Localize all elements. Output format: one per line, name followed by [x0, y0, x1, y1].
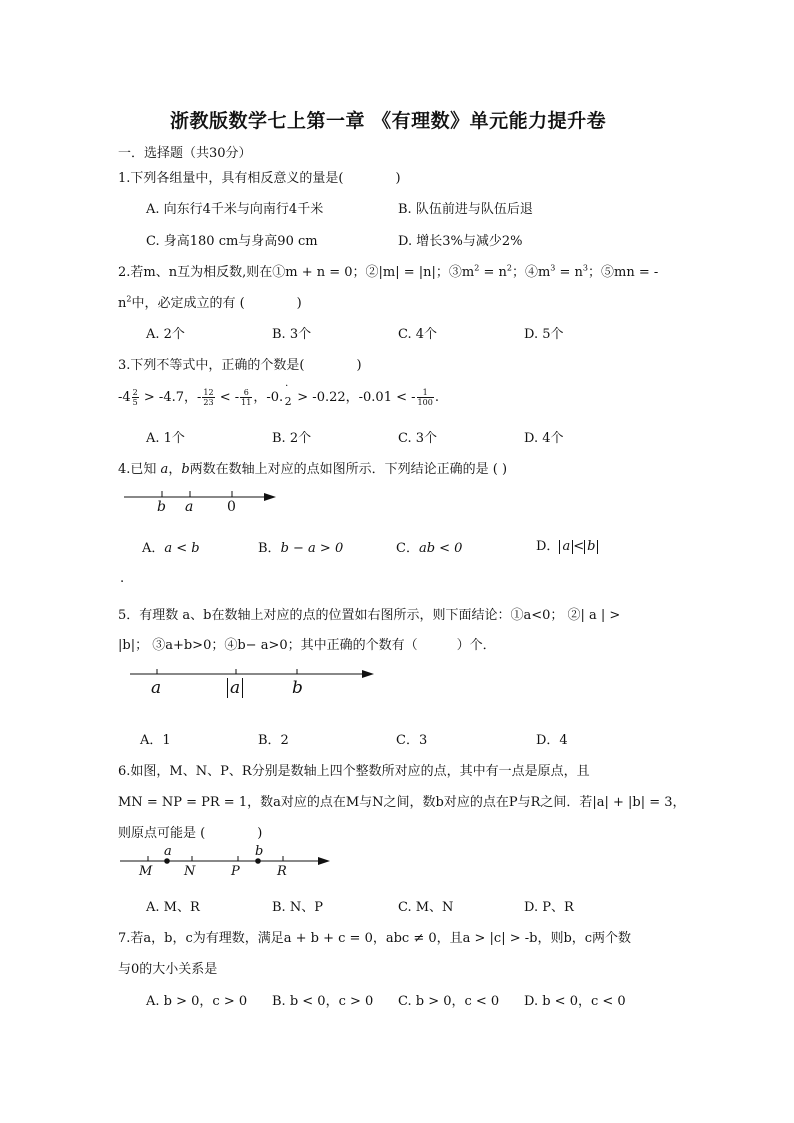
q6-axis-label-b: b [255, 844, 264, 859]
q7-line1: 7.若a，b，c为有理数，满足a + b + c = 0，abc ≠ 0，且a > |c| > -b，则b，c两个数 [118, 931, 632, 946]
q2-text-a: 2.若m、n互为相反数,则在①m + n = 0；②|m| = |n|；③m [118, 265, 475, 280]
q5-option-c: C．3 [396, 733, 428, 748]
option-label: D． [536, 539, 560, 554]
option-label: B． [258, 541, 281, 556]
q5-axis-label-a: a [151, 678, 162, 698]
q6-option-c: C. M、N [398, 900, 454, 915]
q2-text-b: = n [479, 265, 507, 280]
q6-axis-label-p: P [231, 864, 240, 879]
q5-line1: 5．有理数 a、b在数轴上对应的点的位置如右图所示，则下面结论：①a<0； ②| a | > [118, 608, 621, 623]
q5-axis-label-b: b [292, 678, 303, 698]
q6-option-a: A. M、R [146, 900, 200, 915]
q4-trailing-dot: . [120, 571, 125, 586]
q3-option-c: C. 3个 [398, 431, 438, 446]
q2-option-a: A. 2个 [146, 327, 185, 342]
option-expr: ab < 0 [418, 541, 463, 556]
option-label: C． [396, 541, 419, 556]
q2-sup: 3 [550, 263, 556, 273]
option-lt: < [573, 539, 585, 554]
q2-sup: 2 [506, 263, 512, 273]
q1-option-a: A. 向东行4千米与向南行4千米 [146, 202, 324, 217]
q3-stem: 3.下列不等式中，正确的个数是( ) [118, 358, 362, 373]
frac-numerator: 1 [417, 388, 434, 398]
q4-text-b: ， [168, 462, 182, 477]
q3-e5-end: . [434, 390, 439, 405]
option-label: A． [142, 541, 165, 556]
option-expr: b − a > 0 [280, 541, 344, 556]
q2-sup: 2 [126, 294, 132, 304]
abs-a: a [227, 678, 243, 698]
q6-axis-label-m: M [139, 864, 153, 879]
frac-numerator: 6 [240, 388, 252, 398]
frac-numerator: 2 [132, 388, 138, 397]
section-heading: 一．选择题（共30分） [118, 146, 252, 161]
q3-e4-rest: > -0.22，-0.01 < - [293, 390, 416, 405]
q6-line1: 6.如图，M、N、P、R分别是数轴上四个整数所对应的点，其中有一点是原点，且 [118, 764, 590, 779]
q7-option-d: D. b < 0，c < 0 [524, 994, 626, 1009]
q2-option-d: D. 5个 [524, 327, 564, 342]
q5-option-d: D．4 [536, 733, 568, 748]
q2-text-n: n [118, 296, 127, 311]
q3-e2-pre: - [197, 390, 202, 405]
frac-denominator: 11 [241, 398, 252, 407]
q4-var-a: a [160, 462, 169, 477]
q1-option-c: C. 身高180 cm与身高90 cm [146, 234, 318, 249]
frac-numerator: 12 [203, 388, 214, 397]
q3-e1-rest: > -4.7， [139, 390, 197, 405]
q4-axis-label-0: 0 [227, 499, 236, 515]
q1-option-d: D. 增长3%与减少2% [398, 234, 523, 249]
q4-axis-label-b: b [157, 499, 166, 515]
q2-text-end: 中，必定成立的有 ( ) [131, 296, 302, 311]
q4-axis-label-a: a [185, 499, 194, 515]
q7-option-a: A. b > 0，c > 0 [146, 994, 248, 1009]
abs-b: b [584, 540, 598, 554]
q6-option-d: D. P、R [524, 900, 574, 915]
q4-text-a: 4.已知 [118, 462, 161, 477]
q3-e2-mid: < - [215, 390, 240, 405]
q5-option-a: A．1 [140, 733, 171, 748]
q4-var-b: b [181, 462, 190, 477]
q6-line2: MN = NP = PR = 1，数a对应的点在M与N之间，数b对应的点在P与R之间．若|a| + |b| = 3， [118, 795, 686, 810]
q6-axis-label-r: R [277, 864, 287, 879]
frac-denominator: 23 [203, 398, 214, 407]
q3-option-d: D. 4个 [524, 431, 564, 446]
q6-axis-label-n: N [184, 864, 196, 879]
q2-sup: 2 [474, 263, 480, 273]
q2-option-c: C. 4个 [398, 327, 438, 342]
q6-axis-label-a: a [164, 844, 172, 859]
q3-option-a: A. 1个 [146, 431, 185, 446]
q7-option-c: C. b > 0，c < 0 [398, 994, 500, 1009]
frac-denominator: 5 [132, 398, 138, 407]
q7-option-b: B. b < 0，c > 0 [272, 994, 374, 1009]
q5-line2: |b|； ③a+b>0；④b− a>0；其中正确的个数有（ ）个． [118, 638, 496, 653]
page-title: 浙教版数学七上第一章 《有理数》单元能力提升卷 [170, 110, 607, 132]
q2-text-e: ；⑤mn = - [588, 265, 659, 280]
q5-option-b: B．2 [258, 733, 289, 748]
q2-text-c: ；④m [511, 265, 551, 280]
q3-e3-rest: ，-0. [253, 390, 284, 405]
q2-option-b: B. 3个 [272, 327, 312, 342]
q3-option-b: B. 2个 [272, 431, 312, 446]
q3-e1-int: -4 [118, 390, 131, 405]
q6-option-b: B. N、P [272, 900, 323, 915]
repeating-dot: · [285, 381, 289, 392]
q1-option-b: B. 队伍前进与队伍后退 [398, 202, 533, 217]
frac-denominator: 100 [417, 398, 433, 407]
q2-sup: 3 [582, 263, 588, 273]
q6-line3: 则原点可能是 ( ) [118, 826, 263, 841]
q2-text-d: = n [555, 265, 583, 280]
repeating-digit: 2 [284, 395, 292, 408]
abs-a: a [559, 540, 573, 554]
option-expr: a < b [164, 541, 200, 556]
q4-text-c: 两数在数轴上对应的点如图所示．下列结论正确的是 ( ) [189, 462, 508, 477]
q1-stem: 1.下列各组量中，具有相反意义的量是( ) [118, 171, 401, 186]
q7-line2: 与0的大小关系是 [118, 962, 218, 977]
